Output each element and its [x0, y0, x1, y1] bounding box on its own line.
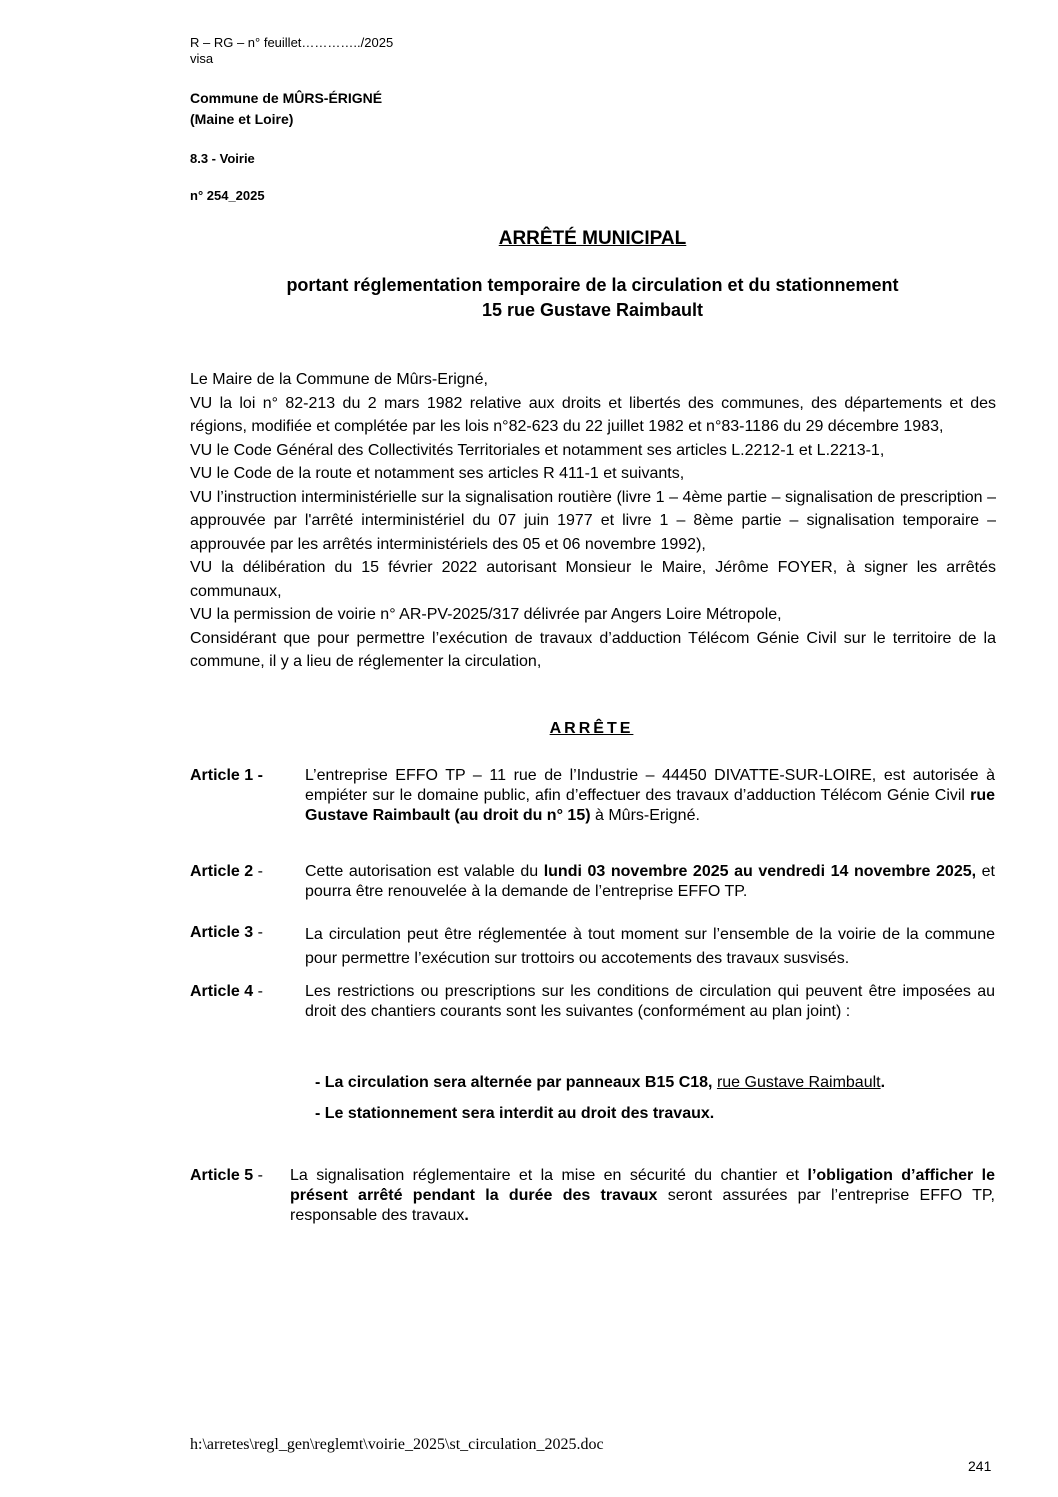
preamble-line: VU le Code de la route et notamment ses articles R 411-1 et suivants,: [190, 465, 685, 482]
preamble: [190, 368, 996, 674]
decree-number: n° 254_2025: [190, 188, 265, 203]
department-name: (Maine et Loire): [190, 111, 294, 127]
preamble-line: VU le Code Général des Collectivités Territoriales et notamment ses articles L.2212-1 et L.2213-1,: [190, 441, 885, 459]
arrete-heading: ARRÊTE: [549, 720, 634, 737]
article-1-label: Article 1 -: [190, 767, 263, 784]
document-subtitle-line1: portant réglementation temporaire de la circulation et du stationnement: [286, 275, 899, 295]
page-number: 241: [968, 1458, 992, 1474]
footer-file-path: h:\arretes\regl_gen\reglemt\voirie_2025\st_circulation_2025.doc: [190, 1436, 604, 1453]
article-3-body: La circulation peut être réglementée à tout moment sur l’ensemble de la voirie de la commune pour permettre l’exécution sur trottoirs ou accotements des travaux susvisés.: [305, 926, 995, 967]
visa-label: visa: [190, 51, 214, 66]
commune-name: Commune de MÛRS-ÉRIGNÉ: [190, 90, 383, 106]
article-4-body: Les restrictions ou prescriptions sur les conditions de circulation qui peuvent être imposées au droit des chantiers courants sont les suivantes (conformément au plan joint) :: [305, 983, 995, 1020]
preamble-line: Considérant que pour permettre l’exécution de travaux d’adduction Télécom Génie Civil sur le territoire de la commune, il y a lieu de réglementer la circulation,: [190, 629, 996, 670]
preamble-line: Le Maire de la Commune de Mûrs-Erigné,: [190, 371, 488, 388]
article-5-label: Article 5 -: [190, 1167, 263, 1184]
preamble-line: VU la loi n° 82-213 du 2 mars 1982 relative aux droits et libertés des communes, des départements et des régions, modifiée et complétée par les lois n°82-623 du 22 juillet 1982 et n°83-1186 du 29 décembre 1983,: [190, 394, 996, 435]
document-subtitle-line2: 15 rue Gustave Raimbault: [481, 300, 704, 320]
preamble-line: VU la délibération du 15 février 2022 autorisant Monsieur le Maire, Jérôme FOYER, à signer les arrêtés communaux,: [190, 559, 996, 600]
article-4-label: Article 4 -: [190, 983, 263, 1000]
article-2-body: Cette autorisation est valable du lundi 03 novembre 2025 au vendredi 14 novembre 2025, et pourra être renouvelée à la demande de l’entreprise EFFO TP.: [305, 863, 996, 900]
document-title: ARRÊTÉ MUNICIPAL: [498, 228, 687, 249]
article-5-body: La signalisation réglementaire et la mise en sécurité du chantier et l’obligation d’afficher le présent arrêté pendant la durée des travaux seront assurées par l’entreprise EFFO TP, responsable des travaux.: [290, 1167, 995, 1224]
article-2-label: Article 2 -: [190, 863, 263, 880]
article-4-bullet-2: - Le stationnement sera interdit au droit des travaux.: [315, 1105, 715, 1122]
reference-line: R – RG – n° feuillet…………../2025: [190, 35, 394, 50]
preamble-line: VU la permission de voirie n° AR-PV-2025/317 délivrée par Angers Loire Métropole,: [190, 606, 782, 623]
article-3-label: Article 3 -: [190, 924, 263, 941]
article-1-body: L’entreprise EFFO TP – 11 rue de l’Industrie – 44450 DIVATTE-SUR-LOIRE, est autorisée à empiéter sur le domaine public, afin d’effectuer des travaux d’adduction Télécom Génie Civil rue Gustave Raimbault (au droit du n° 15) à Mûrs-Erigné.: [305, 767, 995, 824]
preamble-line: VU l’instruction interministérielle sur la signalisation routière (livre 1 – 4ème partie – signalisation de prescription – approuvée par l'arrêté interministériel du 07 juin 1977 et livre 1 – 8ème partie – signalisation temporaire – approuvée par les arrêtés interministériels des 05 et 06 novembre 1992),: [190, 488, 996, 553]
category-label: 8.3 - Voirie: [190, 151, 255, 166]
article-4-bullet-1: - La circulation sera alternée par panneaux B15 C18, rue Gustave Raimbault.: [315, 1074, 886, 1091]
